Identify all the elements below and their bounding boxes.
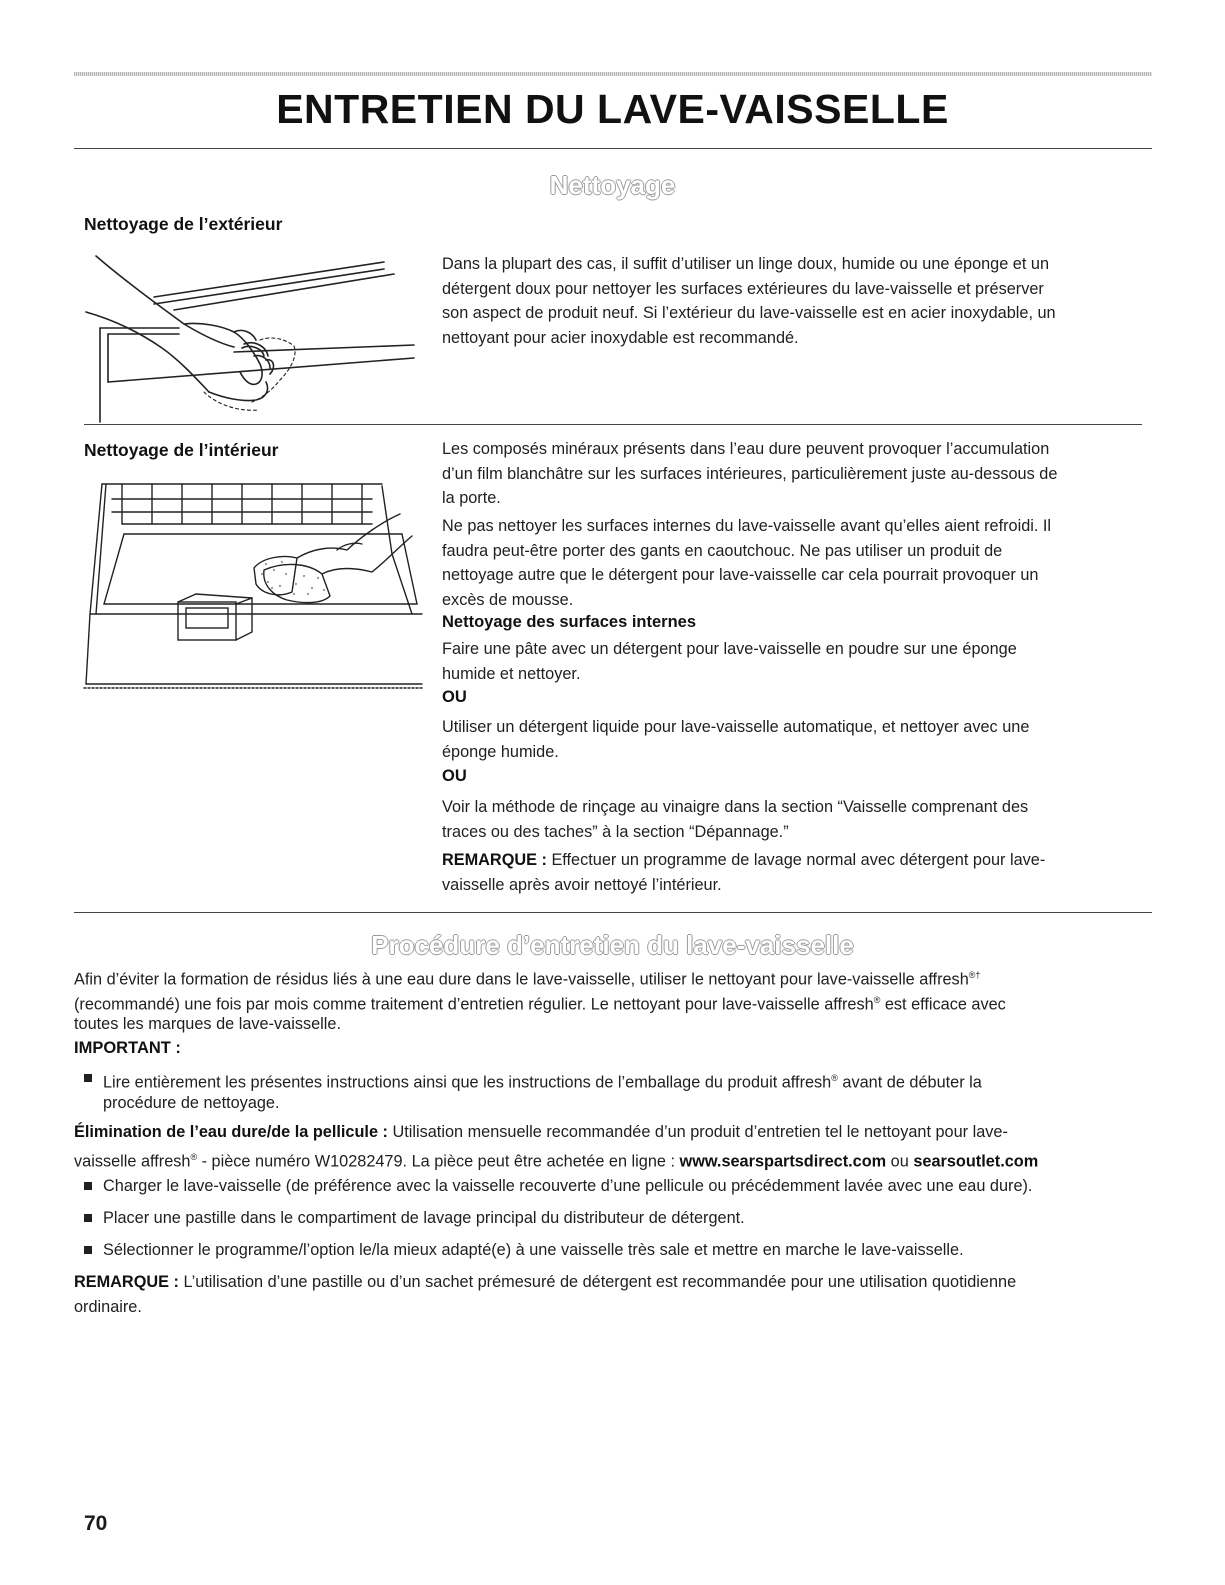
- title-divider: [74, 148, 1152, 149]
- film-line-2: [74, 1145, 1038, 1174]
- important-bullet-line-2: procédure de nettoyage.: [103, 1093, 280, 1112]
- intro-line-1-text: Afin d’éviter la formation de résidus liés à une eau dure dans le lave-vaisselle, utiliser le nettoyant pour lave-vaisselle affresh: [74, 970, 969, 989]
- film-line-2-text-b: - pièce numéro W10282479. La pièce peut être achetée en ligne :: [197, 1151, 680, 1170]
- important-bullet-text-a: Lire entièrement les présentes instructions ainsi que les instructions de l’emballage du produit affresh: [103, 1073, 832, 1092]
- interior-note-line-1: [442, 848, 1045, 873]
- top-decorative-rule: [74, 72, 1152, 76]
- exterior-line-1: Dans la plupart des cas, il suffit d’utiliser un linge doux, humide ou une éponge et un: [442, 255, 1050, 273]
- maintenance-note-text: L’utilisation d’une pastille ou d’un sachet prémesuré de détergent est recommandée pour une utilisation quotidienne: [178, 1273, 1017, 1291]
- interior-cleaning-illustration: [82, 474, 427, 714]
- or-label-1: OU: [442, 688, 467, 706]
- film-label: Élimination de l’eau dure/de la pellicule :: [74, 1123, 388, 1141]
- method-2-line-2: éponge humide.: [442, 742, 559, 761]
- method-3-line-2: traces ou des taches” à la section “Dépannage.”: [442, 822, 789, 841]
- intro-line-1-sup: ®†: [968, 970, 981, 980]
- exterior-divider: [84, 424, 1142, 425]
- bullet-square: [84, 1182, 92, 1190]
- intro-line-2-text-b: est efficace avec: [880, 994, 1006, 1013]
- method-1-line-1: Faire une pâte avec un détergent pour lave-vaisselle en poudre sur une éponge: [442, 640, 1017, 658]
- internal-surfaces-heading: Nettoyage des surfaces internes: [442, 613, 697, 631]
- interior-p1-line-3: la porte.: [442, 489, 501, 507]
- film-line-2-sup: ®: [190, 1151, 198, 1162]
- maintenance-note-line-1: [74, 1270, 1016, 1295]
- method-2-line-1: Utiliser un détergent liquide pour lave-vaisselle automatique, et nettoyer avec une: [442, 718, 1030, 736]
- interior-note-text: Effectuer un programme de lavage normal avec détergent pour lave-: [546, 851, 1046, 869]
- searsoutlet-link[interactable]: searsoutlet.com: [913, 1151, 1039, 1170]
- intro-line-2-text-a: (recommandé) une fois par mois comme traitement d’entretien régulier. Le nettoyant pour lave-vaisselle affresh: [74, 994, 874, 1013]
- section-title-maintenance: Procédure d’entretien du lave-vaisselle: [371, 930, 854, 960]
- important-bullet-sup: ®: [831, 1073, 838, 1083]
- film-line-1: [74, 1120, 1008, 1145]
- maintenance-note-line-2: ordinaire.: [74, 1297, 142, 1316]
- important-label: IMPORTANT :: [74, 1039, 181, 1057]
- interior-p1-line-1: Les composés minéraux présents dans l’eau dure peuvent provoquer l’accumulation: [442, 440, 1050, 458]
- interior-p2-line-2: faudra peut-être porter des gants en caoutchouc. Ne pas utiliser un produit de: [442, 541, 1003, 560]
- or-label-2: OU: [442, 767, 467, 785]
- intro-line-2-sup: ®: [873, 994, 881, 1005]
- important-bullet-text-b: avant de débuter la: [837, 1073, 982, 1092]
- exterior-line-4: nettoyant pour acier inoxydable est recommandé.: [442, 328, 799, 347]
- film-line-1-text: Utilisation mensuelle recommandée d’un produit d’entretien tel le nettoyant pour lave-: [387, 1123, 1008, 1141]
- film-line-2-text-a: vaisselle affresh: [74, 1151, 191, 1170]
- page-title: ENTRETIEN DU LAVE-VAISSELLE: [276, 86, 949, 132]
- method-1-line-2: humide et nettoyer.: [442, 664, 581, 683]
- exterior-cleaning-illustration: [84, 252, 419, 424]
- section-title-nettoyage: Nettoyage: [549, 170, 676, 200]
- step-2-text: Placer une pastille dans le compartiment de lavage principal du distributeur de détergent.: [103, 1209, 745, 1227]
- page-number: 70: [84, 1512, 108, 1535]
- exterior-line-3: son aspect de produit neuf. Si l’extérieur du lave-vaisselle est en acier inoxydable, un: [442, 304, 1056, 322]
- interior-note-line-2: vaisselle après avoir nettoyé l’intérieur.: [442, 875, 722, 894]
- bullet-square: [84, 1246, 92, 1254]
- link-separator: ou: [886, 1151, 914, 1170]
- step-1-text: Charger le lave-vaisselle (de préférence avec la vaisselle recouverte d’une pellicule ou précédemment lavée avec une eau dure).: [103, 1177, 1033, 1195]
- interior-note-label: REMARQUE :: [442, 851, 547, 869]
- step-3-text: Sélectionner le programme/l’option le/la mieux adapté(e) à une vaisselle très sale et mettre en marche le lave-vaisselle.: [103, 1241, 964, 1259]
- interior-p2-line-4: excès de mousse.: [442, 590, 574, 609]
- searspartsdirect-link[interactable]: www.searspartsdirect.com: [679, 1151, 887, 1170]
- bullet-square: [84, 1214, 92, 1222]
- maintenance-note-label: REMARQUE :: [74, 1273, 179, 1291]
- exterior-heading: Nettoyage de l’extérieur: [84, 214, 283, 234]
- intro-line-3: toutes les marques de lave-vaisselle.: [74, 1015, 341, 1033]
- interior-p1-line-2: d’un film blanchâtre sur les surfaces intérieures, particulièrement juste au-dessous de: [442, 464, 1058, 483]
- bullet-square: [84, 1074, 92, 1082]
- nettoyage-bottom-divider: [74, 912, 1152, 913]
- interior-p2-line-3: nettoyage autre que le détergent pour lave-vaisselle car cela pourrait provoquer un: [442, 566, 1039, 584]
- method-3-line-1: Voir la méthode de rinçage au vinaigre dans la section “Vaisselle comprenant des: [442, 798, 1029, 816]
- interior-p2-line-1: Ne pas nettoyer les surfaces internes du lave-vaisselle avant qu’elles aient refroidi. Il: [442, 517, 1052, 535]
- exterior-line-2: détergent doux pour nettoyer les surfaces extérieures du lave-vaisselle et préserver: [442, 279, 1044, 298]
- interior-heading: Nettoyage de l’intérieur: [84, 440, 279, 460]
